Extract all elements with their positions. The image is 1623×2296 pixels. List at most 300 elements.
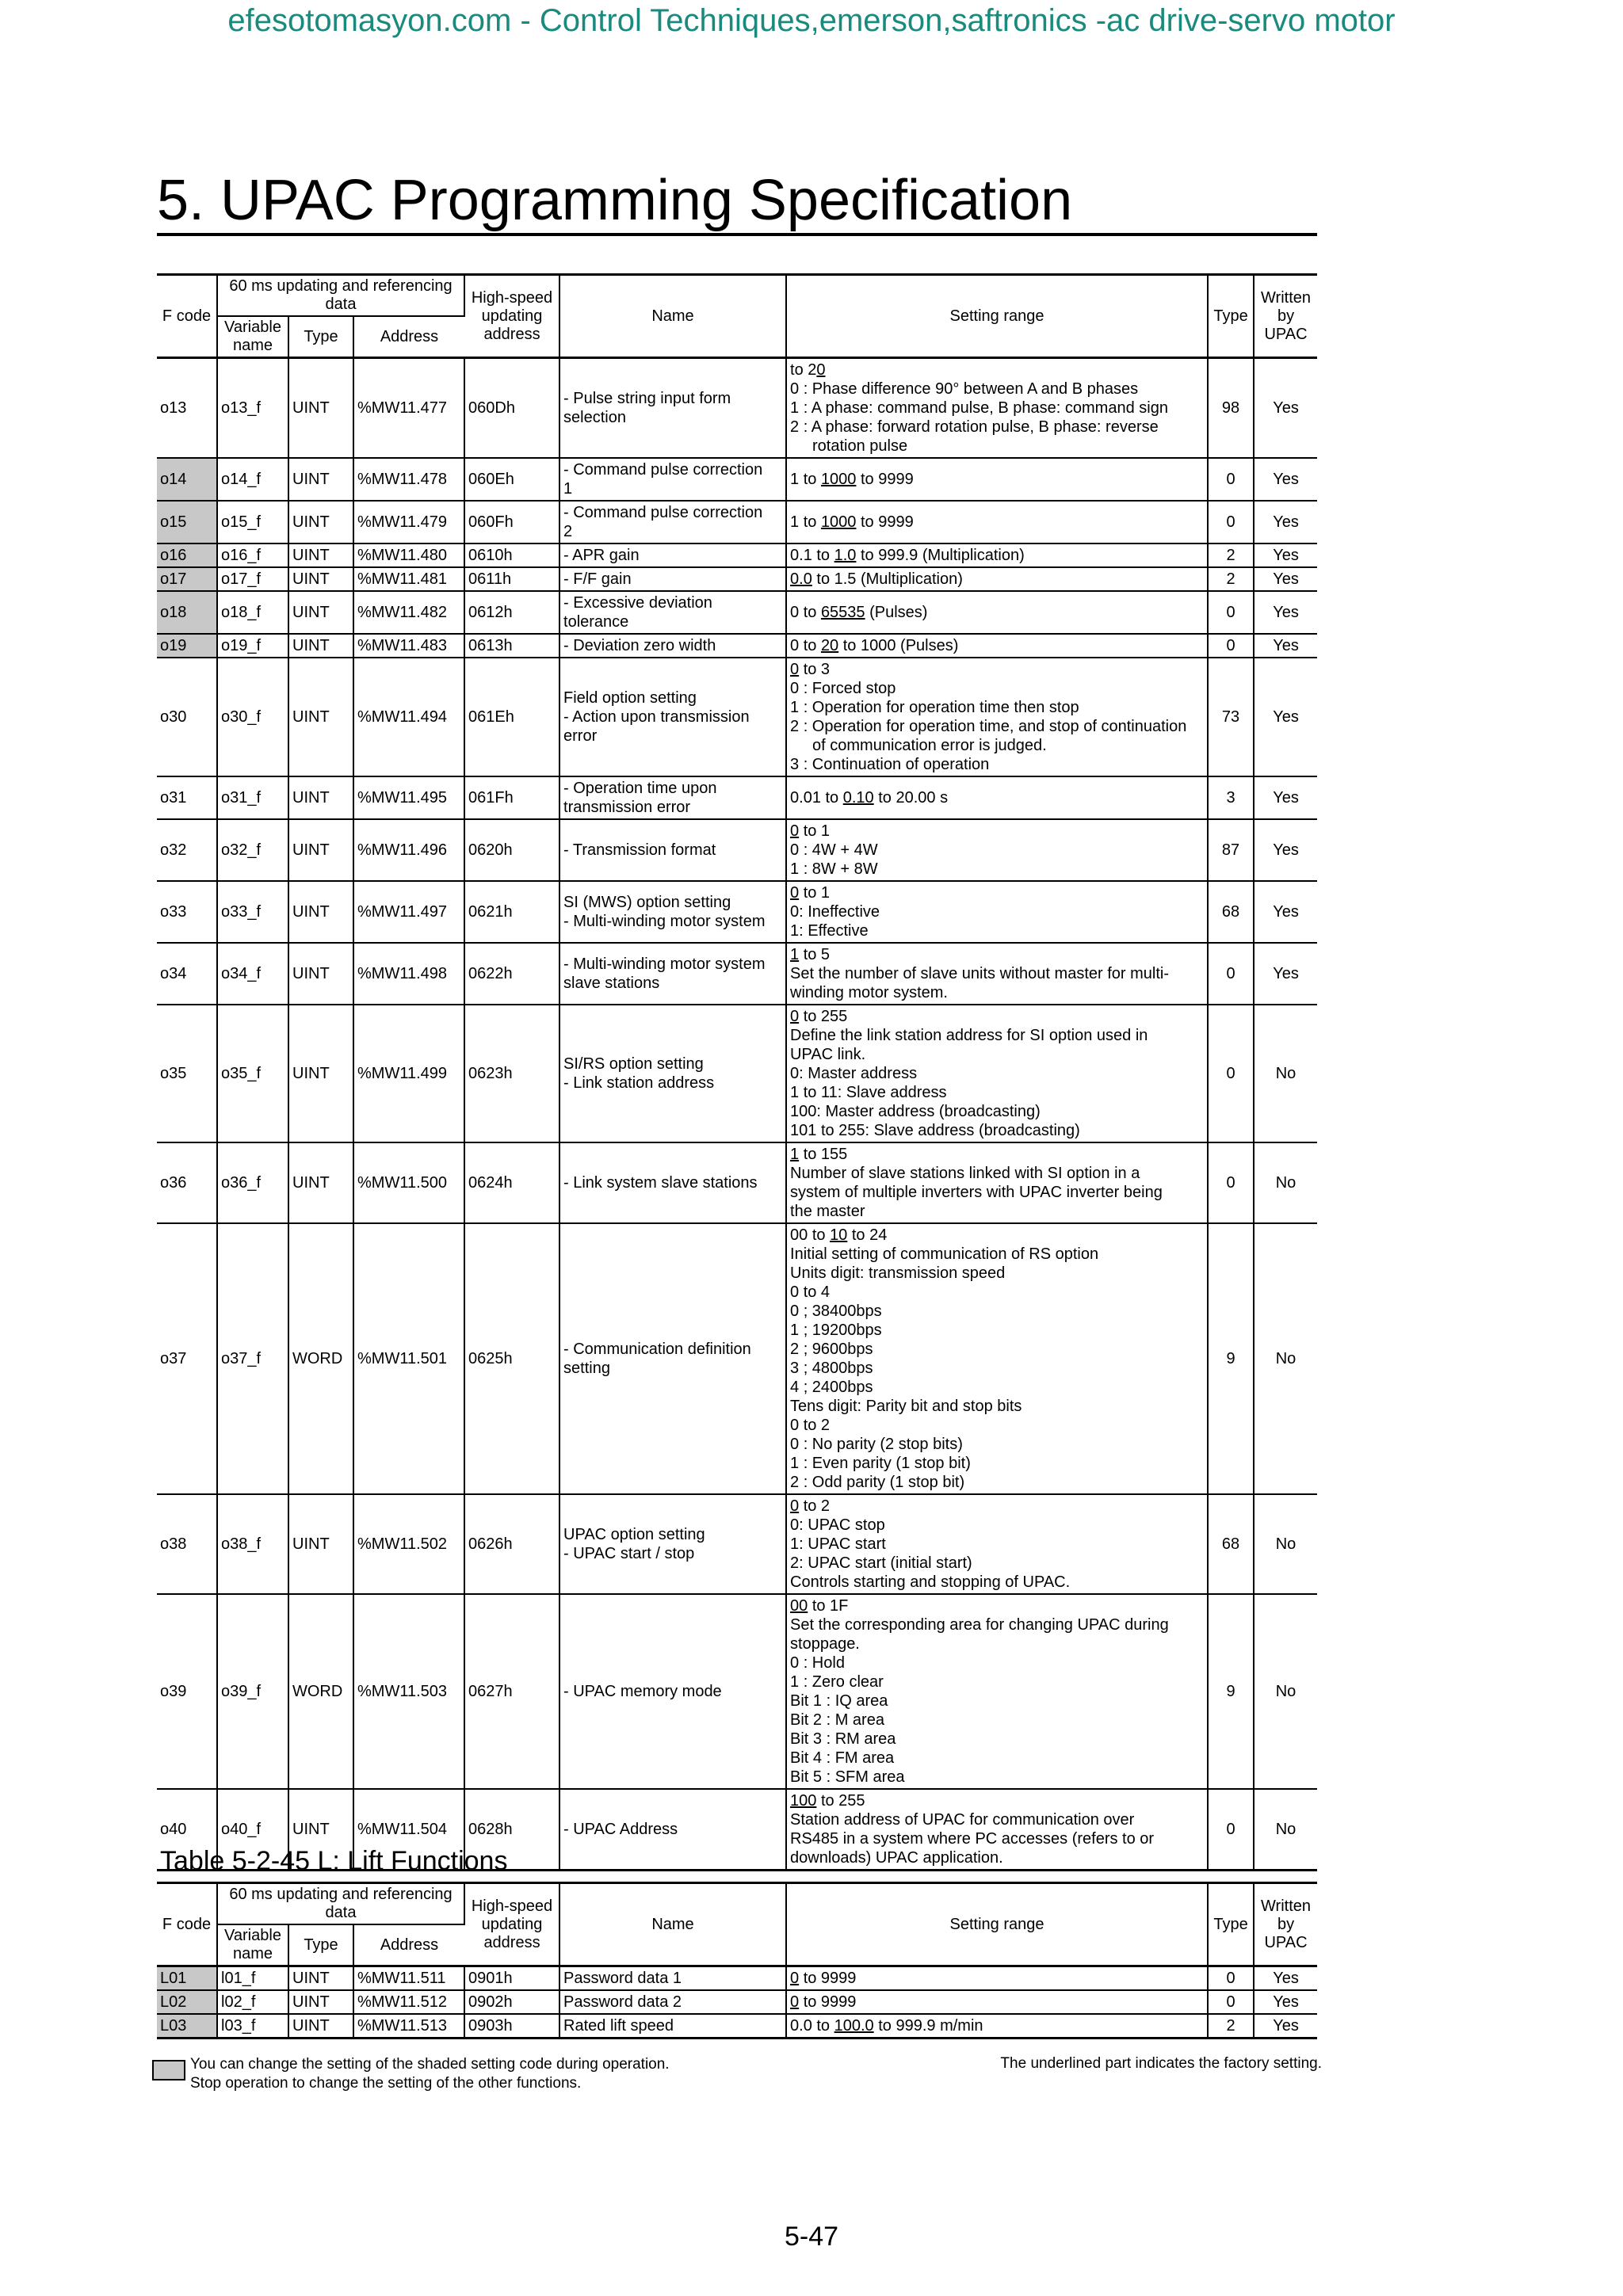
setting-line xyxy=(790,1378,1204,1397)
cell-ptype: 68 xyxy=(1208,1494,1254,1594)
setting-line xyxy=(790,902,1204,921)
setting-line xyxy=(790,1848,1204,1867)
cell-type: WORD xyxy=(288,1594,353,1789)
cell-variable: l03_f xyxy=(217,2014,288,2039)
cell-written: Yes xyxy=(1254,567,1317,591)
setting-line xyxy=(790,1321,1204,1340)
cell-fcode: o36 xyxy=(157,1142,217,1223)
cell-setting-range xyxy=(786,1494,1208,1594)
setting-line xyxy=(790,1121,1204,1140)
setting-line xyxy=(790,860,1204,879)
cell-setting-range xyxy=(786,658,1208,776)
cell-highspeed: 060Eh xyxy=(464,458,559,501)
cell-ptype: 73 xyxy=(1208,658,1254,776)
cell-written: No xyxy=(1254,1005,1317,1142)
cell-name: - APR gain xyxy=(559,543,786,567)
setting-text: Set the corresponding area for changing UPAC during xyxy=(790,1616,1169,1634)
table-row xyxy=(157,1005,1317,1142)
setting-text: 0 ; 38400bps xyxy=(790,1302,882,1320)
setting-line xyxy=(790,1711,1204,1730)
setting-text: 1 to 11: Slave address xyxy=(790,1084,947,1101)
cell-ptype: 9 xyxy=(1208,1594,1254,1789)
cell-written: Yes xyxy=(1254,1966,1317,1991)
setting-text: to 9999 xyxy=(856,471,914,488)
lift-header-fcode: F code xyxy=(157,1883,217,1966)
table-row xyxy=(157,1223,1317,1494)
setting-text: to 9999 xyxy=(799,1993,857,2011)
cell-written: Yes xyxy=(1254,658,1317,776)
setting-text: of communication error is judged. xyxy=(812,737,1047,754)
function-table xyxy=(157,273,1317,1871)
cell-setting-range xyxy=(786,543,1208,567)
setting-line xyxy=(790,1454,1204,1473)
lift-table-caption: Table 5-2-45 L: Lift Functions xyxy=(160,1846,508,1876)
cell-type: UINT xyxy=(288,881,353,943)
setting-line xyxy=(790,717,1204,736)
setting-line xyxy=(790,660,1204,679)
setting-line xyxy=(790,1615,1204,1634)
setting-line xyxy=(790,1302,1204,1321)
factory-setting-value: 1 xyxy=(790,946,800,963)
setting-text: 1: Effective xyxy=(790,922,869,940)
cell-type: UINT xyxy=(288,1142,353,1223)
cell-ptype: 2 xyxy=(1208,567,1254,591)
setting-line xyxy=(790,1497,1204,1516)
cell-address: %MW11.481 xyxy=(353,567,464,591)
setting-line xyxy=(790,1596,1204,1615)
cell-fcode: L02 xyxy=(157,1990,217,2014)
cell-name: - Command pulse correction 2 xyxy=(559,501,786,543)
cell-fcode: o38 xyxy=(157,1494,217,1594)
cell-name: Password data 2 xyxy=(559,1990,786,2014)
cell-written: Yes xyxy=(1254,819,1317,881)
cell-name: - Operation time upon transmission error xyxy=(559,776,786,819)
cell-variable: o37_f xyxy=(217,1223,288,1494)
cell-fcode: o32 xyxy=(157,819,217,881)
factory-setting-value: 20 xyxy=(820,637,839,654)
cell-highspeed: 0621h xyxy=(464,881,559,943)
cell-variable: o35_f xyxy=(217,1005,288,1142)
cell-highspeed: 0611h xyxy=(464,567,559,591)
setting-line xyxy=(790,360,1204,379)
cell-name: UPAC option setting - UPAC start / stop xyxy=(559,1494,786,1594)
setting-text: 1 : A phase: command pulse, B phase: command sign xyxy=(790,399,1168,417)
cell-name: - Link system slave stations xyxy=(559,1142,786,1223)
setting-text: 1 to xyxy=(790,513,821,531)
cell-ptype: 0 xyxy=(1208,458,1254,501)
cell-variable: o31_f xyxy=(217,776,288,819)
setting-text: 1 : Even parity (1 stop bit) xyxy=(790,1455,971,1472)
cell-fcode: o35 xyxy=(157,1005,217,1142)
setting-text: 0 to xyxy=(790,637,821,654)
cell-ptype: 98 xyxy=(1208,358,1254,459)
cell-written: Yes xyxy=(1254,543,1317,567)
lift-header-setting: Setting range xyxy=(786,1883,1208,1966)
cell-written: No xyxy=(1254,1594,1317,1789)
setting-text: 0.01 to xyxy=(790,789,843,807)
setting-line xyxy=(790,636,1204,655)
setting-line xyxy=(790,1749,1204,1768)
cell-variable: o15_f xyxy=(217,501,288,543)
setting-text: 1 : 8W + 8W xyxy=(790,860,878,878)
factory-setting-value: 0.0 xyxy=(790,570,812,588)
setting-text: Bit 2 : M area xyxy=(790,1711,884,1729)
cell-written: Yes xyxy=(1254,1990,1317,2014)
cell-highspeed: 060Dh xyxy=(464,358,559,459)
cell-variable: o34_f xyxy=(217,943,288,1005)
cell-ptype: 0 xyxy=(1208,634,1254,658)
cell-fcode: o39 xyxy=(157,1594,217,1789)
setting-text: 0 to 2 xyxy=(790,1417,831,1434)
cell-written: Yes xyxy=(1254,634,1317,658)
setting-line xyxy=(790,1810,1204,1829)
setting-line xyxy=(790,1672,1204,1691)
setting-line xyxy=(790,1007,1204,1026)
setting-text: 100: Master address (broadcasting) xyxy=(790,1103,1041,1120)
setting-line xyxy=(790,1573,1204,1592)
factory-setting-value: 0 xyxy=(790,1970,800,1987)
lift-header-varname: Variable name xyxy=(217,1924,288,1966)
factory-setting-value: 1 xyxy=(790,1146,800,1163)
lift-header-ptype: Type xyxy=(1208,1883,1254,1966)
setting-line xyxy=(790,1026,1204,1045)
cell-setting-range xyxy=(786,1142,1208,1223)
cell-ptype: 0 xyxy=(1208,591,1254,634)
cell-highspeed: 0625h xyxy=(464,1223,559,1494)
table-row xyxy=(157,2014,1317,2039)
cell-address: %MW11.498 xyxy=(353,943,464,1005)
cell-address: %MW11.479 xyxy=(353,501,464,543)
cell-type: UINT xyxy=(288,943,353,1005)
setting-text: 0: Ineffective xyxy=(790,903,880,921)
table-row xyxy=(157,567,1317,591)
cell-variable: o16_f xyxy=(217,543,288,567)
cell-highspeed: 0903h xyxy=(464,2014,559,2039)
cell-address: %MW11.512 xyxy=(353,1990,464,2014)
setting-line xyxy=(790,1245,1204,1264)
cell-written: No xyxy=(1254,1142,1317,1223)
setting-line xyxy=(790,1226,1204,1245)
cell-fcode: o33 xyxy=(157,881,217,943)
setting-line xyxy=(790,736,1204,755)
setting-line xyxy=(790,570,1204,589)
cell-setting-range xyxy=(786,458,1208,501)
setting-line xyxy=(790,437,1204,456)
setting-text: Define the link station address for SI option used in xyxy=(790,1027,1148,1044)
lift-header-name: Name xyxy=(559,1883,786,1966)
cell-type: UINT xyxy=(288,458,353,501)
header-varname: Variable name xyxy=(217,316,288,358)
cell-variable: o40_f xyxy=(217,1789,288,1871)
cell-highspeed: 0628h xyxy=(464,1789,559,1871)
setting-line xyxy=(790,546,1204,565)
setting-text: to 1F xyxy=(808,1597,849,1615)
setting-text: UPAC link. xyxy=(790,1046,866,1063)
setting-text: RS485 in a system where PC accesses (refers to or xyxy=(790,1830,1155,1848)
cell-address: %MW11.497 xyxy=(353,881,464,943)
cell-type: UINT xyxy=(288,658,353,776)
cell-variable: o30_f xyxy=(217,658,288,776)
header-name: Name xyxy=(559,275,786,358)
cell-ptype: 2 xyxy=(1208,543,1254,567)
setting-text: Bit 5 : SFM area xyxy=(790,1768,905,1786)
cell-ptype: 0 xyxy=(1208,943,1254,1005)
cell-variable: o19_f xyxy=(217,634,288,658)
cell-variable: o39_f xyxy=(217,1594,288,1789)
cell-variable: o13_f xyxy=(217,358,288,459)
header-address: Address xyxy=(353,316,464,358)
legend-text: You can change the setting of the shaded setting code during operation. Stop operation to change the setting of the other functions. xyxy=(190,2056,670,2092)
cell-setting-range xyxy=(786,634,1208,658)
cell-written: Yes xyxy=(1254,501,1317,543)
cell-variable: o17_f xyxy=(217,567,288,591)
setting-line xyxy=(790,513,1204,532)
lift-header-written: Written by UPAC xyxy=(1254,1883,1317,1966)
lift-header-address: Address xyxy=(353,1924,464,1966)
table-row xyxy=(157,658,1317,776)
setting-line xyxy=(790,788,1204,807)
cell-fcode: o18 xyxy=(157,591,217,634)
cell-type: UINT xyxy=(288,776,353,819)
cell-name: - Excessive deviation tolerance xyxy=(559,591,786,634)
cell-address: %MW11.494 xyxy=(353,658,464,776)
cell-setting-range xyxy=(786,943,1208,1005)
cell-fcode: o17 xyxy=(157,567,217,591)
cell-setting-range xyxy=(786,1966,1208,1991)
cell-address: %MW11.501 xyxy=(353,1223,464,1494)
setting-text: 2: UPAC start (initial start) xyxy=(790,1554,972,1572)
cell-type: UINT xyxy=(288,543,353,567)
cell-written: No xyxy=(1254,1494,1317,1594)
setting-line xyxy=(790,1473,1204,1492)
cell-ptype: 3 xyxy=(1208,776,1254,819)
table-row xyxy=(157,819,1317,881)
table-row xyxy=(157,1990,1317,2014)
cell-ptype: 0 xyxy=(1208,501,1254,543)
setting-line xyxy=(790,1969,1204,1988)
setting-text: Bit 3 : RM area xyxy=(790,1730,896,1748)
setting-line xyxy=(790,755,1204,774)
cell-name: Field option setting - Action upon transmission error xyxy=(559,658,786,776)
table-row xyxy=(157,1966,1317,1991)
cell-setting-range xyxy=(786,358,1208,459)
setting-text: to 2 xyxy=(790,361,817,379)
setting-text: Units digit: transmission speed xyxy=(790,1264,1006,1282)
cell-fcode: o40 xyxy=(157,1789,217,1871)
cell-highspeed: 0620h xyxy=(464,819,559,881)
cell-setting-range xyxy=(786,1223,1208,1494)
cell-address: %MW11.503 xyxy=(353,1594,464,1789)
cell-address: %MW11.499 xyxy=(353,1005,464,1142)
cell-variable: o18_f xyxy=(217,591,288,634)
table-row xyxy=(157,1142,1317,1223)
setting-text: to 5 xyxy=(799,946,831,963)
cell-address: %MW11.477 xyxy=(353,358,464,459)
cell-name: Rated lift speed xyxy=(559,2014,786,2039)
cell-fcode: o37 xyxy=(157,1223,217,1494)
cell-name: - Multi-winding motor system slave stations xyxy=(559,943,786,1005)
header-ptype: Type xyxy=(1208,275,1254,358)
setting-line xyxy=(790,399,1204,418)
setting-line xyxy=(790,1183,1204,1202)
table-row xyxy=(157,543,1317,567)
underline-note: The underlined part indicates the factory setting. xyxy=(1000,2055,1322,2072)
setting-text: Bit 1 : IQ area xyxy=(790,1692,888,1710)
page-number: 5-47 xyxy=(784,2222,839,2252)
factory-setting-value: 0 xyxy=(816,361,826,379)
setting-text: 0 : Phase difference 90° between A and B phases xyxy=(790,380,1139,398)
setting-text: to 3 xyxy=(799,661,831,678)
factory-setting-value: 00 xyxy=(790,1597,808,1615)
factory-setting-value: 0 xyxy=(790,1993,800,2011)
cell-highspeed: 060Fh xyxy=(464,501,559,543)
cell-variable: o38_f xyxy=(217,1494,288,1594)
cell-written: Yes xyxy=(1254,358,1317,459)
title-underline xyxy=(157,233,1317,236)
cell-fcode: o31 xyxy=(157,776,217,819)
cell-setting-range xyxy=(786,591,1208,634)
setting-text: to 1 xyxy=(799,822,831,840)
table-row xyxy=(157,501,1317,543)
lift-table-body xyxy=(157,1966,1317,2039)
setting-text: 1: UPAC start xyxy=(790,1535,886,1553)
cell-name: Password data 1 xyxy=(559,1966,786,1991)
header-fcode: F code xyxy=(157,275,217,358)
cell-type: UINT xyxy=(288,591,353,634)
setting-line xyxy=(790,1653,1204,1672)
setting-line xyxy=(790,603,1204,622)
cell-address: %MW11.513 xyxy=(353,2014,464,2039)
table-row xyxy=(157,1494,1317,1594)
cell-address: %MW11.482 xyxy=(353,591,464,634)
cell-ptype: 0 xyxy=(1208,1990,1254,2014)
setting-line xyxy=(790,945,1204,964)
cell-highspeed: 0610h xyxy=(464,543,559,567)
factory-setting-value: 1.0 xyxy=(834,547,857,564)
setting-line xyxy=(790,1164,1204,1183)
cell-name: - Communication definition setting xyxy=(559,1223,786,1494)
setting-text: Controls starting and stopping of UPAC. xyxy=(790,1573,1071,1591)
cell-fcode: o34 xyxy=(157,943,217,1005)
table-row xyxy=(157,881,1317,943)
cell-type: UINT xyxy=(288,1005,353,1142)
cell-type: UINT xyxy=(288,567,353,591)
setting-line xyxy=(790,1283,1204,1302)
setting-line xyxy=(790,983,1204,1002)
factory-setting-value: 1000 xyxy=(820,513,857,531)
setting-text: to 24 xyxy=(847,1226,888,1244)
setting-line xyxy=(790,1064,1204,1083)
setting-text: system of multiple inverters with UPAC inverter being xyxy=(790,1184,1163,1201)
cell-name: - Deviation zero width xyxy=(559,634,786,658)
cell-highspeed: 0613h xyxy=(464,634,559,658)
setting-text: winding motor system. xyxy=(790,984,948,1001)
lift-header-group: 60 ms updating and referencing data xyxy=(217,1883,464,1925)
setting-line xyxy=(790,1340,1204,1359)
setting-text: 2 ; 9600bps xyxy=(790,1341,873,1358)
table-row xyxy=(157,458,1317,501)
cell-ptype: 87 xyxy=(1208,819,1254,881)
setting-text: 3 ; 4800bps xyxy=(790,1360,873,1377)
setting-line xyxy=(790,1829,1204,1848)
cell-type: UINT xyxy=(288,358,353,459)
cell-highspeed: 0623h xyxy=(464,1005,559,1142)
setting-text: 3 : Continuation of operation xyxy=(790,756,990,773)
setting-text: 0: UPAC stop xyxy=(790,1516,885,1534)
cell-written: Yes xyxy=(1254,943,1317,1005)
cell-type: UINT xyxy=(288,1990,353,2014)
cell-type: UINT xyxy=(288,1966,353,1991)
table-row xyxy=(157,358,1317,459)
cell-variable: o33_f xyxy=(217,881,288,943)
setting-text: 0 : Hold xyxy=(790,1654,845,1672)
cell-setting-range xyxy=(786,881,1208,943)
cell-fcode: o13 xyxy=(157,358,217,459)
cell-name: - UPAC memory mode xyxy=(559,1594,786,1789)
setting-text: 1 ; 19200bps xyxy=(790,1322,882,1339)
cell-highspeed: 0622h xyxy=(464,943,559,1005)
cell-variable: o32_f xyxy=(217,819,288,881)
setting-text: to 255 xyxy=(816,1792,865,1810)
setting-line xyxy=(790,1634,1204,1653)
watermark-banner: efesotomasyon.com - Control Techniques,emerson,saftronics -ac drive-servo motor xyxy=(227,3,1396,38)
setting-text: 1 : Zero clear xyxy=(790,1673,884,1691)
cell-name: - Pulse string input form selection xyxy=(559,358,786,459)
factory-setting-value: 1000 xyxy=(820,471,857,488)
factory-setting-value: 100 xyxy=(790,1792,817,1810)
setting-text: 0 : 4W + 4W xyxy=(790,841,878,859)
setting-line xyxy=(790,1416,1204,1435)
cell-address: %MW11.483 xyxy=(353,634,464,658)
cell-fcode: o30 xyxy=(157,658,217,776)
page-title: 5. UPAC Programming Specification xyxy=(157,169,1073,232)
cell-name: - UPAC Address xyxy=(559,1789,786,1871)
setting-text: 0.0 to xyxy=(790,2017,834,2035)
setting-text: 2 : Odd parity (1 stop bit) xyxy=(790,1474,965,1491)
setting-line xyxy=(790,1202,1204,1221)
cell-address: %MW11.495 xyxy=(353,776,464,819)
setting-text: 1 : Operation for operation time then stop xyxy=(790,699,1079,716)
cell-name: SI (MWS) option setting - Multi-winding motor system xyxy=(559,881,786,943)
factory-setting-value: 100.0 xyxy=(834,2017,874,2035)
cell-ptype: 0 xyxy=(1208,1005,1254,1142)
setting-line xyxy=(790,1435,1204,1454)
cell-type: UINT xyxy=(288,819,353,881)
cell-ptype: 0 xyxy=(1208,1142,1254,1223)
setting-line xyxy=(790,1359,1204,1378)
setting-text: 2 : A phase: forward rotation pulse, B phase: reverse xyxy=(790,418,1159,436)
header-highspeed: High-speed updating address xyxy=(464,275,559,358)
cell-highspeed: 061Fh xyxy=(464,776,559,819)
factory-setting-value: 65535 xyxy=(820,604,865,621)
table-row xyxy=(157,776,1317,819)
setting-text: to 1 xyxy=(799,884,831,902)
setting-line xyxy=(790,1264,1204,1283)
setting-line xyxy=(790,921,1204,940)
factory-setting-value: 0 xyxy=(790,1008,800,1025)
cell-ptype: 9 xyxy=(1208,1223,1254,1494)
setting-text: Tens digit: Parity bit and stop bits xyxy=(790,1398,1022,1415)
cell-setting-range xyxy=(786,1990,1208,2014)
factory-setting-value: 0.10 xyxy=(842,789,874,807)
cell-ptype: 0 xyxy=(1208,1966,1254,1991)
cell-address: %MW11.511 xyxy=(353,1966,464,1991)
table-row xyxy=(157,634,1317,658)
cell-written: Yes xyxy=(1254,591,1317,634)
cell-name: SI/RS option setting - Link station address xyxy=(559,1005,786,1142)
cell-name: - F/F gain xyxy=(559,567,786,591)
setting-line xyxy=(790,1554,1204,1573)
